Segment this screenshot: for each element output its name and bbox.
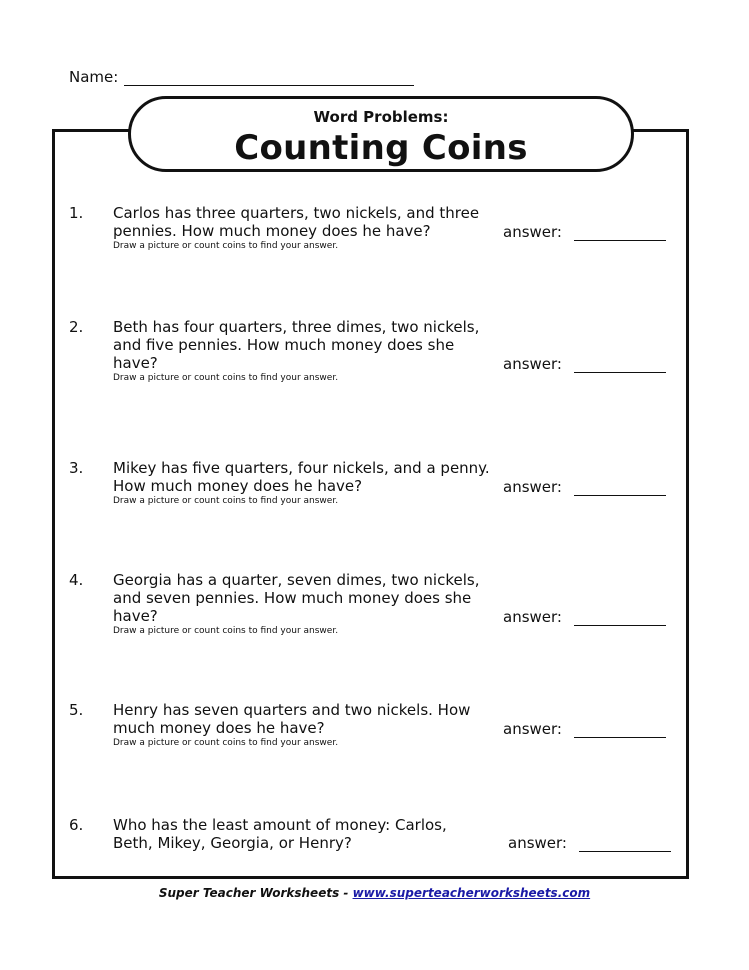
- name-field-row: [69, 68, 414, 86]
- problem-question: Beth has four quarters, three dimes, two nickels, and five pennies. How much money does she have?: [113, 318, 480, 372]
- answer-field: [503, 720, 666, 738]
- problem-text: [113, 204, 493, 252]
- problem-text: [113, 701, 493, 749]
- answer-label: answer:: [503, 223, 562, 241]
- answer-field: [508, 834, 671, 852]
- answer-label: answer:: [503, 355, 562, 373]
- problem-text: [113, 459, 493, 507]
- name-blank-line[interactable]: [124, 71, 414, 86]
- title-subtitle: Word Problems:: [313, 108, 449, 126]
- problem-number: 2.: [69, 318, 84, 336]
- footer-brand: Super Teacher Worksheets -: [158, 886, 353, 900]
- footer: [0, 886, 749, 900]
- answer-label: answer:: [508, 834, 567, 852]
- problem-text: [113, 816, 473, 852]
- answer-blank-line[interactable]: [579, 837, 671, 852]
- answer-field: [503, 355, 666, 373]
- answer-field: [503, 223, 666, 241]
- problem-number: 1.: [69, 204, 84, 222]
- answer-blank-line[interactable]: [574, 358, 666, 373]
- problem-question: Georgia has a quarter, seven dimes, two nickels, and seven pennies. How much money does she have?: [113, 571, 480, 625]
- answer-blank-line[interactable]: [574, 611, 666, 626]
- answer-label: answer:: [503, 478, 562, 496]
- answer-blank-line[interactable]: [574, 226, 666, 241]
- page-title: Counting Coins: [234, 128, 528, 168]
- problem-question: Mikey has five quarters, four nickels, and a penny. How much money does he have?: [113, 459, 490, 495]
- problem-number: 3.: [69, 459, 84, 477]
- problem-hint: Draw a picture or count coins to find your answer.: [113, 241, 339, 251]
- problem-number: 6.: [69, 816, 84, 834]
- problem-text: [113, 318, 493, 384]
- title-banner: [128, 96, 634, 172]
- problem-number: 5.: [69, 701, 84, 719]
- answer-label: answer:: [503, 720, 562, 738]
- answer-blank-line[interactable]: [574, 723, 666, 738]
- problem-question: Carlos has three quarters, two nickels, and three pennies. How much money does he have?: [113, 204, 480, 240]
- problem-number: 4.: [69, 571, 84, 589]
- problem-hint: Draw a picture or count coins to find your answer.: [113, 373, 339, 383]
- footer-link[interactable]: www.superteacherworksheets.com: [352, 886, 591, 900]
- problem-hint: Draw a picture or count coins to find your answer.: [113, 738, 339, 748]
- answer-blank-line[interactable]: [574, 481, 666, 496]
- answer-field: [503, 608, 666, 626]
- answer-label: answer:: [503, 608, 562, 626]
- problem-hint: Draw a picture or count coins to find your answer.: [113, 626, 339, 636]
- problem-question: Who has the least amount of money: Carlos, Beth, Mikey, Georgia, or Henry?: [113, 816, 447, 852]
- answer-field: [503, 478, 666, 496]
- name-label: Name:: [69, 68, 119, 86]
- problem-hint: Draw a picture or count coins to find your answer.: [113, 496, 339, 506]
- problem-question: Henry has seven quarters and two nickels. How much money does he have?: [113, 701, 471, 737]
- problem-text: [113, 571, 493, 637]
